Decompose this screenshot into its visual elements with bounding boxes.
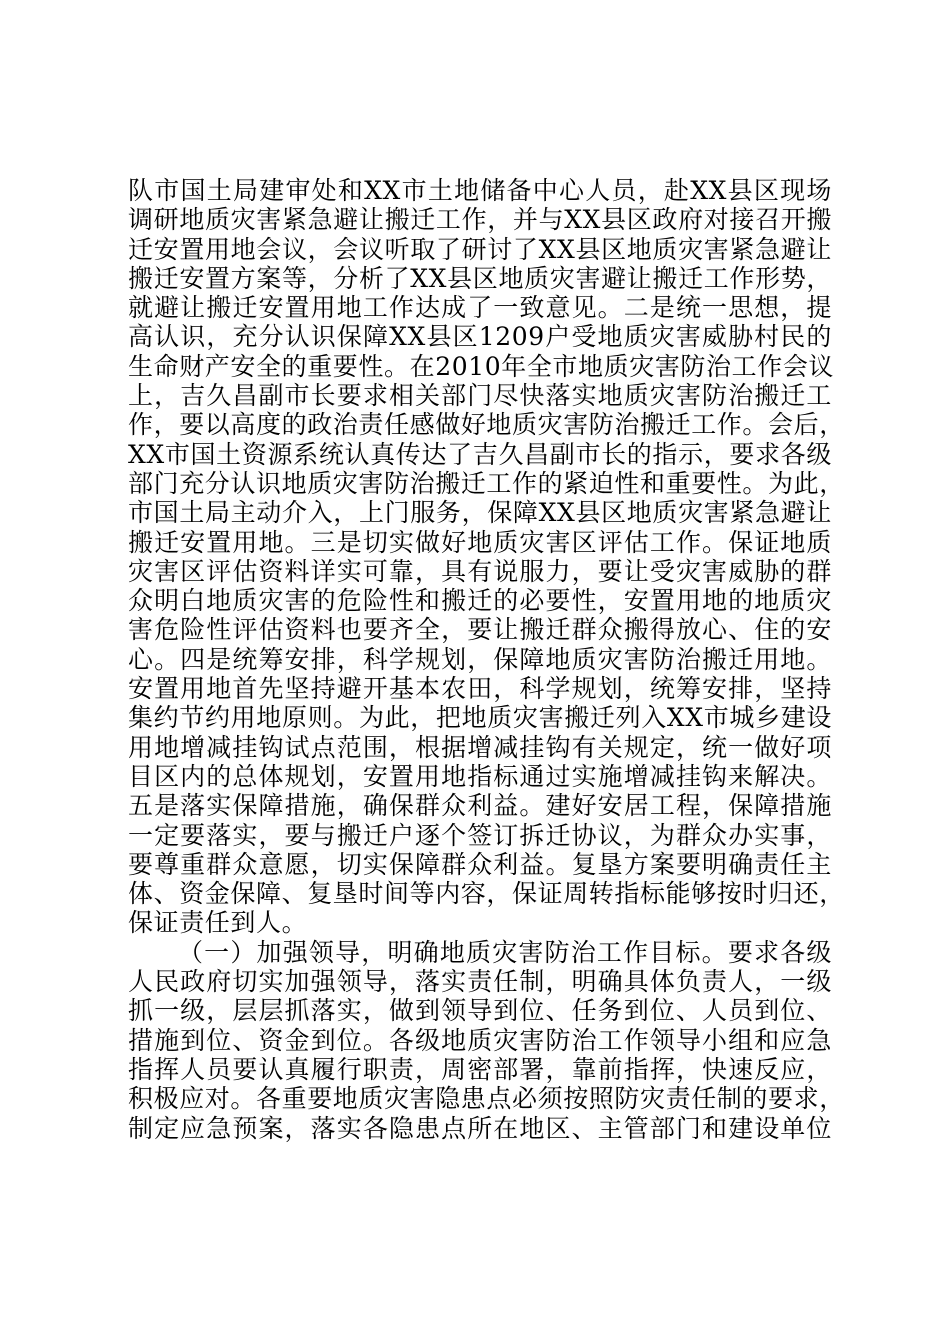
text-line: 灾害区评估资料详实可靠，具有说服力，要让受灾害威胁的群: [128, 556, 832, 586]
text-line: 积极应对。各重要地质灾害隐患点必须按照防灾责任制的要求，: [128, 1084, 845, 1114]
text-line: 一定要落实，要与搬迁户逐个签订拆迁协议，为群众办实事，: [128, 820, 832, 850]
text-line: 害危险性评估资料也要齐全，要让搬迁群众搬得放心、住的安: [128, 615, 832, 645]
text-line: 生命财产安全的重要性。在2010年全市地质灾害防治工作会议: [128, 351, 835, 381]
text-line: 高认识，充分认识保障XX县区1209户受地质灾害威胁村民的: [128, 322, 832, 352]
paragraph-1: [128, 176, 845, 938]
text-line: 指挥人员要认真履行职责，周密部署，靠前指挥，快速反应，: [128, 1054, 832, 1084]
text-line: 搬迁安置方案等，分析了XX县区地质灾害避让搬迁工作形势，: [128, 263, 832, 293]
text-line: 迁安置用地会议，会议听取了研讨了XX县区地质灾害紧急避让: [128, 234, 832, 264]
text-line: 用地增减挂钩试点范围，根据增减挂钩有关规定，统一做好项: [128, 732, 832, 762]
paragraph-2: [128, 937, 845, 1143]
text-line: XX市国土资源系统认真传达了吉久昌副市长的指示，要求各级: [128, 439, 832, 469]
text-line: 市国土局主动介入，上门服务，保障XX县区地质灾害紧急避让: [128, 498, 832, 528]
text-line: 要尊重群众意愿，切实保障群众利益。复垦方案要明确责任主: [128, 849, 832, 879]
text-line: 抓一级，层层抓落实，做到领导到位、任务到位、人员到位、: [128, 996, 832, 1026]
text-line: 人民政府切实加强领导，落实责任制，明确具体负责人，一级: [128, 967, 832, 997]
text-line: 体、资金保障、复垦时间等内容，保证周转指标能够按时归还，: [128, 879, 845, 909]
text-line: 保证责任到人。: [128, 908, 308, 938]
text-line: （一）加强领导，明确地质灾害防治工作目标。要求各级: [178, 937, 832, 967]
text-line: 搬迁安置用地。三是切实做好地质灾害区评估工作。保证地质: [128, 527, 832, 557]
text-line: 众明白地质灾害的危险性和搬迁的必要性，安置用地的地质灾: [128, 586, 832, 616]
text-line: 安置用地首先坚持避开基本农田，科学规划，统筹安排，坚持: [128, 674, 832, 704]
text-line: 五是落实保障措施，确保群众利益。建好安居工程，保障措施: [128, 791, 832, 821]
text-line: 措施到位、资金到位。各级地质灾害防治工作领导小组和应急: [128, 1025, 832, 1055]
text-line: 目区内的总体规划，安置用地指标通过实施增减挂钩来解决。: [128, 761, 832, 791]
text-line: 上，吉久昌副市长要求相关部门尽快落实地质灾害防治搬迁工: [128, 381, 832, 411]
text-line: 作，要以高度的政治责任感做好地质灾害防治搬迁工作。会后，: [128, 410, 845, 440]
text-line: 部门充分认识地质灾害防治搬迁工作的紧迫性和重要性。为此，: [128, 468, 845, 498]
document-body: [128, 176, 845, 1143]
text-line: 心。四是统筹安排，科学规划，保障地质灾害防治搬迁用地。: [128, 644, 832, 674]
text-line: 队市国土局建审处和XX市土地储备中心人员，赴XX县区现场: [128, 176, 832, 205]
text-line: 就避让搬迁安置用地工作达成了一致意见。二是统一思想，提: [128, 293, 832, 323]
text-line: 制定应急预案，落实各隐患点所在地区、主管部门和建设单位: [128, 1113, 832, 1143]
text-line: 调研地质灾害紧急避让搬迁工作，并与XX县区政府对接召开搬: [128, 205, 832, 235]
text-line: 集约节约用地原则。为此，把地质灾害搬迁列入XX市城乡建设: [128, 703, 832, 733]
